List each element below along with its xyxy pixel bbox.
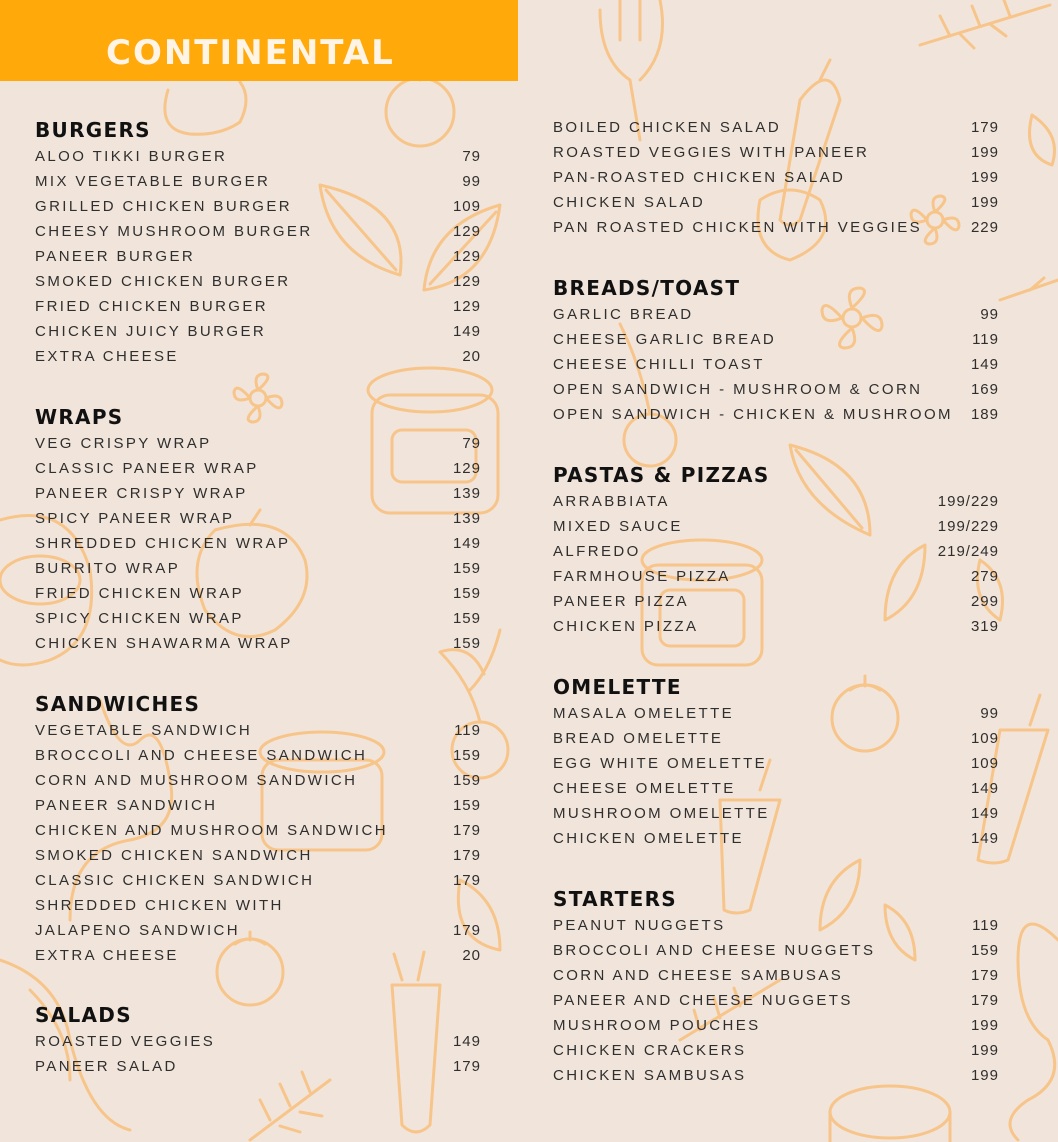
- menu-item-list: [553, 302, 999, 427]
- menu-item: [553, 514, 999, 539]
- menu-item-price: 109: [452, 198, 481, 215]
- section-starters: [553, 887, 999, 1088]
- section-omelette: [553, 675, 999, 851]
- section-title: BREADS/TOAST: [553, 276, 741, 300]
- menu-item: [35, 943, 481, 968]
- menu-item: [553, 1063, 999, 1088]
- menu-item: [35, 1029, 481, 1054]
- menu-item-price: 139: [452, 510, 481, 527]
- menu-item: [553, 140, 999, 165]
- menu-item-price: 79: [462, 148, 481, 165]
- menu-item: [553, 913, 999, 938]
- menu-item-price: 149: [452, 535, 481, 552]
- menu-item: [553, 377, 999, 402]
- menu-item: [35, 743, 481, 768]
- menu-item-name: EXTRA CHEESE: [35, 348, 179, 365]
- menu-item-list: [35, 718, 481, 968]
- section-salads-continued: [553, 115, 999, 240]
- menu-item: [35, 456, 481, 481]
- menu-item-name: PANEER SANDWICH: [35, 797, 218, 814]
- section-title: PASTAS & PIZZAS: [553, 463, 770, 487]
- menu-item-name: BURRITO WRAP: [35, 560, 181, 577]
- menu-item: [553, 801, 999, 826]
- menu-item: [35, 531, 481, 556]
- menu-item-name: CHICKEN AND MUSHROOM SANDWICH: [35, 822, 388, 839]
- menu-item-name: ALOO TIKKI BURGER: [35, 148, 228, 165]
- menu-item-name: OPEN SANDWICH - MUSHROOM & CORN: [553, 381, 923, 398]
- menu-item: [35, 344, 481, 369]
- menu-item-price: 169: [970, 381, 999, 398]
- menu-item: [35, 431, 481, 456]
- branch-doodle-icon: [920, 0, 1050, 48]
- menu-item-price: 199: [970, 1067, 999, 1084]
- squiggle-doodle-icon: [1010, 924, 1058, 1140]
- menu-item: [553, 115, 999, 140]
- menu-item: [553, 589, 999, 614]
- menu-item-price: 179: [452, 872, 481, 889]
- menu-item: [553, 701, 999, 726]
- pot-doodle-icon: [830, 1086, 950, 1142]
- menu-item-price: 159: [452, 797, 481, 814]
- menu-item: [553, 826, 999, 851]
- menu-item-price: 119: [972, 331, 999, 348]
- menu-item: [35, 631, 481, 656]
- menu-item-price: 179: [452, 1058, 481, 1075]
- menu-item-price: 159: [452, 560, 481, 577]
- menu-item-name: BROCCOLI AND CHEESE SANDWICH: [35, 747, 368, 764]
- menu-item: [553, 489, 999, 514]
- menu-item-name: JALAPENO SANDWICH: [35, 922, 240, 939]
- menu-item-price: 119: [972, 917, 999, 934]
- menu-item: [553, 352, 999, 377]
- section-title: WRAPS: [35, 405, 124, 429]
- menu-item-list: [35, 1029, 481, 1079]
- section-sandwiches: [35, 692, 481, 968]
- menu-item-price: 159: [970, 942, 999, 959]
- menu-item-price: 99: [462, 173, 481, 190]
- menu-item: [35, 194, 481, 219]
- menu-item-price: 159: [452, 772, 481, 789]
- menu-item-price: 199: [970, 1042, 999, 1059]
- menu-item: [35, 219, 481, 244]
- menu-item: [35, 793, 481, 818]
- menu-item-name: CHICKEN JUICY BURGER: [35, 323, 267, 340]
- menu-item: [35, 319, 481, 344]
- menu-item-name: CHEESE GARLIC BREAD: [553, 331, 777, 348]
- category-banner: [0, 0, 518, 81]
- menu-item-name: PANEER CRISPY WRAP: [35, 485, 248, 502]
- menu-item-name: PANEER SALAD: [35, 1058, 178, 1075]
- menu-item: [553, 963, 999, 988]
- menu-item-name: CLASSIC PANEER WRAP: [35, 460, 259, 477]
- menu-item-name: CHICKEN SHAWARMA WRAP: [35, 635, 293, 652]
- menu-item-name: CORN AND MUSHROOM SANDWICH: [35, 772, 358, 789]
- menu-item-name: ROASTED VEGGIES WITH PANEER: [553, 144, 870, 161]
- menu-item-name: OPEN SANDWICH - CHICKEN & MUSHROOM: [553, 406, 953, 423]
- menu-item-name: PAN ROASTED CHICKEN WITH VEGGIES: [553, 219, 923, 236]
- menu-item-name: SHREDDED CHICKEN WITH: [35, 897, 284, 914]
- menu-item-name: CHICKEN SALAD: [553, 194, 706, 211]
- menu-item-name: EXTRA CHEESE: [35, 947, 179, 964]
- menu-item-name: BOILED CHICKEN SALAD: [553, 119, 782, 136]
- menu-item-price: 119: [454, 722, 481, 739]
- menu-item-price: 219/249: [937, 543, 999, 560]
- menu-item: [35, 718, 481, 743]
- menu-item: [35, 556, 481, 581]
- menu-item: [553, 539, 999, 564]
- branch-doodle-icon: [250, 1072, 330, 1140]
- menu-item-list: [553, 913, 999, 1088]
- branch-doodle-icon: [1000, 278, 1058, 300]
- menu-item-list: [35, 431, 481, 656]
- menu-item-price: 199/229: [937, 493, 999, 510]
- section-title: SALADS: [35, 1003, 132, 1027]
- menu-item: [35, 843, 481, 868]
- menu-item-list: [553, 701, 999, 851]
- menu-item-name: FRIED CHICKEN WRAP: [35, 585, 245, 602]
- menu-item-name: MASALA OMELETTE: [553, 705, 735, 722]
- menu-item-name: CHEESY MUSHROOM BURGER: [35, 223, 313, 240]
- menu-item-price: 149: [970, 830, 999, 847]
- menu-item: [35, 481, 481, 506]
- menu-item: [553, 938, 999, 963]
- section-title: OMELETTE: [553, 675, 682, 699]
- menu-item-price: 20: [462, 947, 481, 964]
- menu-item-name: PANEER PIZZA: [553, 593, 690, 610]
- menu-item-price: 179: [970, 119, 999, 136]
- menu-item-price: 109: [970, 730, 999, 747]
- menu-item-name: GARLIC BREAD: [553, 306, 694, 323]
- menu-item-name: MIX VEGETABLE BURGER: [35, 173, 271, 190]
- menu-item-price: 129: [452, 460, 481, 477]
- menu-item-price: 149: [452, 323, 481, 340]
- menu-item-name: MUSHROOM OMELETTE: [553, 805, 770, 822]
- menu-item-price: 129: [452, 248, 481, 265]
- menu-item-name: MIXED SAUCE: [553, 518, 683, 535]
- menu-item: [553, 1013, 999, 1038]
- menu-item-price: 299: [970, 593, 999, 610]
- menu-item: [553, 751, 999, 776]
- menu-item-price: 199: [970, 1017, 999, 1034]
- section-title: BURGERS: [35, 118, 151, 142]
- section-wraps: [35, 405, 481, 656]
- menu-item-price: 109: [970, 755, 999, 772]
- menu-item-name: CHICKEN SAMBUSAS: [553, 1067, 747, 1084]
- menu-item-name: ROASTED VEGGIES: [35, 1033, 216, 1050]
- menu-item-price: 199: [970, 169, 999, 186]
- menu-item: [35, 818, 481, 843]
- menu-item-list: [553, 489, 999, 639]
- menu-item: [35, 918, 481, 943]
- menu-item-list: [35, 144, 481, 369]
- menu-item-price: 319: [970, 618, 999, 635]
- menu-item-name: SHREDDED CHICKEN WRAP: [35, 535, 291, 552]
- category-title: CONTINENTAL: [106, 33, 395, 73]
- menu-item: [553, 564, 999, 589]
- menu-item-name: VEG CRISPY WRAP: [35, 435, 212, 452]
- menu-item: [553, 327, 999, 352]
- menu-item-price: 199: [970, 194, 999, 211]
- menu-item-name: PEANUT NUGGETS: [553, 917, 726, 934]
- menu-item-name: CHEESE CHILLI TOAST: [553, 356, 765, 373]
- section-burgers: [35, 118, 481, 369]
- menu-item-price: 99: [980, 705, 999, 722]
- menu-item-name: CLASSIC CHICKEN SANDWICH: [35, 872, 315, 889]
- menu-item-price: 159: [452, 610, 481, 627]
- menu-item-name: FARMHOUSE PIZZA: [553, 568, 731, 585]
- menu-item-price: 159: [452, 747, 481, 764]
- menu-item: [553, 165, 999, 190]
- menu-item-price: 149: [970, 805, 999, 822]
- section-breads-toast: [553, 276, 999, 427]
- menu-item-name: CHICKEN OMELETTE: [553, 830, 744, 847]
- menu-item: [553, 1038, 999, 1063]
- menu-item-price: 159: [452, 635, 481, 652]
- menu-item-name: PANEER AND CHEESE NUGGETS: [553, 992, 853, 1009]
- menu-item: [553, 215, 999, 240]
- menu-item-price: 129: [452, 298, 481, 315]
- menu-item: [553, 776, 999, 801]
- menu-item-name: CORN AND CHEESE SAMBUSAS: [553, 967, 844, 984]
- menu-item-name: GRILLED CHICKEN BURGER: [35, 198, 293, 215]
- menu-item-price: 129: [452, 223, 481, 240]
- section-title: SANDWICHES: [35, 692, 201, 716]
- menu-item-price: 79: [462, 435, 481, 452]
- menu-item-name: SMOKED CHICKEN BURGER: [35, 273, 291, 290]
- menu-item: [35, 893, 481, 918]
- menu-item: [553, 614, 999, 639]
- menu-item-name: SMOKED CHICKEN SANDWICH: [35, 847, 313, 864]
- menu-item-price: 139: [452, 485, 481, 502]
- menu-item: [35, 506, 481, 531]
- menu-item: [35, 269, 481, 294]
- menu-item: [35, 606, 481, 631]
- menu-item-price: 159: [452, 585, 481, 602]
- menu-item-name: CHEESE OMELETTE: [553, 780, 736, 797]
- menu-item-price: 149: [452, 1033, 481, 1050]
- menu-item: [553, 402, 999, 427]
- menu-item-name: BROCCOLI AND CHEESE NUGGETS: [553, 942, 876, 959]
- menu-item-name: FRIED CHICKEN BURGER: [35, 298, 269, 315]
- menu-item-price: 199/229: [937, 518, 999, 535]
- section-title: STARTERS: [553, 887, 677, 911]
- menu-item-list: [553, 115, 999, 240]
- menu-item-price: 199: [970, 144, 999, 161]
- menu-item-name: BREAD OMELETTE: [553, 730, 724, 747]
- menu-item: [35, 144, 481, 169]
- menu-item: [35, 294, 481, 319]
- menu-item-price: 179: [452, 822, 481, 839]
- menu-item: [35, 581, 481, 606]
- menu-item-name: SPICY PANEER WRAP: [35, 510, 235, 527]
- menu-item: [553, 190, 999, 215]
- menu-item-price: 179: [452, 847, 481, 864]
- menu-item-price: 20: [462, 348, 481, 365]
- menu-item-name: PANEER BURGER: [35, 248, 196, 265]
- menu-item-price: 229: [970, 219, 999, 236]
- menu-item-price: 179: [970, 967, 999, 984]
- menu-item-name: MUSHROOM POUCHES: [553, 1017, 761, 1034]
- menu-item-name: ARRABBIATA: [553, 493, 670, 510]
- menu-item: [35, 244, 481, 269]
- menu-item-name: CHICKEN CRACKERS: [553, 1042, 747, 1059]
- menu-item: [553, 726, 999, 751]
- menu-item-name: SPICY CHICKEN WRAP: [35, 610, 244, 627]
- menu-item: [553, 988, 999, 1013]
- menu-item-price: 279: [970, 568, 999, 585]
- menu-item-name: ALFREDO: [553, 543, 641, 560]
- menu-item-price: 149: [970, 356, 999, 373]
- section-pastas-pizzas: [553, 463, 999, 639]
- menu-item-name: EGG WHITE OMELETTE: [553, 755, 768, 772]
- leaf-doodle-icon: [1030, 115, 1055, 165]
- menu-item: [35, 1054, 481, 1079]
- menu-item: [35, 768, 481, 793]
- menu-item-price: 179: [452, 922, 481, 939]
- menu-item-price: 149: [970, 780, 999, 797]
- menu-item-name: VEGETABLE SANDWICH: [35, 722, 253, 739]
- menu-item-name: CHICKEN PIZZA: [553, 618, 699, 635]
- menu-item: [35, 169, 481, 194]
- menu-item: [35, 868, 481, 893]
- section-salads: [35, 1003, 481, 1079]
- menu-item-price: 99: [980, 306, 999, 323]
- menu-item-price: 189: [970, 406, 999, 423]
- menu-item-price: 179: [970, 992, 999, 1009]
- menu-item-name: PAN-ROASTED CHICKEN SALAD: [553, 169, 846, 186]
- menu-item-price: 129: [452, 273, 481, 290]
- menu-item: [553, 302, 999, 327]
